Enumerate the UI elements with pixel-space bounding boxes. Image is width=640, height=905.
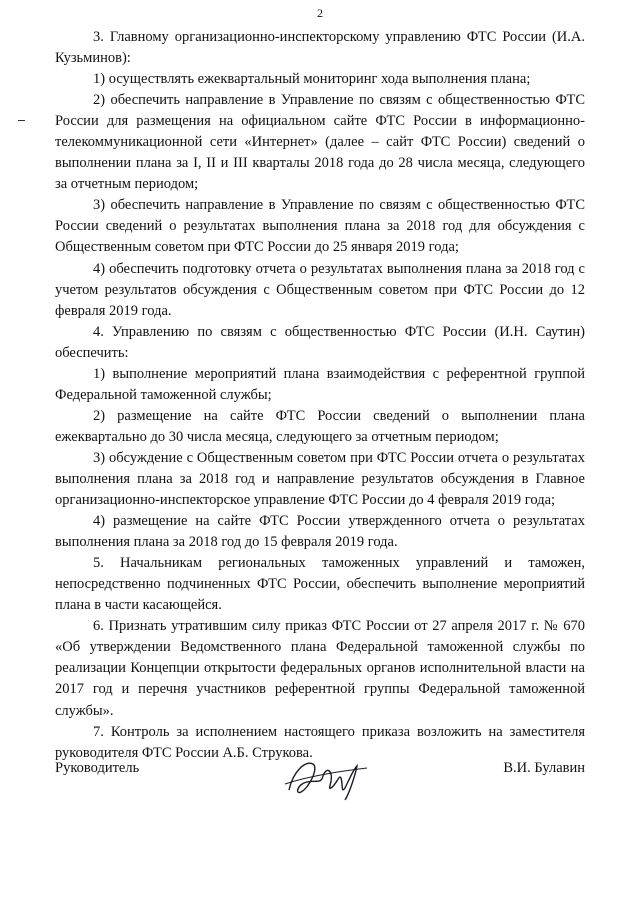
paragraph-3-3: 3) обеспечить направление в Управление по связям с общественностью ФТС России сведений о результатах выполнения плана за 2018 год для обсуждения с Общественным советом при ФТС России до 25 января 2019 года; xyxy=(55,197,585,256)
signature-block xyxy=(55,760,585,820)
paragraph-6: 6. Признать утратившим силу приказ ФТС России от 27 апреля 2017 г. № 670 «Об утверждении Ведомственного плана Федеральной таможенной службы по реализации Концепции открытости федеральных органов исполнительной власти на 2017 год и перечня участников референтной группы Федеральной таможенной службы». xyxy=(55,618,585,719)
paragraph-3-4: 4) обеспечить подготовку отчета о результатах выполнения плана за 2018 год с учетом результатов обсуждения с Общественным советом при ФТС России до 12 февраля 2019 года. xyxy=(55,260,585,319)
document-body xyxy=(55,27,585,764)
paragraph-5: 5. Начальникам региональных таможенных управлений и таможен, непосредственно подчиненных ФТС России, обеспечить выполнение мероприятий плана в части касающейся. xyxy=(55,555,585,614)
paragraph-4-1: 1) выполнение мероприятий плана взаимодействия с референтной группой Федеральной таможенной службы; xyxy=(55,365,585,403)
paragraph-4-2: 2) размещение на сайте ФТС России сведений о выполнении плана ежеквартально до 30 числа месяца, следующего за отчетным периодом; xyxy=(55,407,585,445)
page-number: 2 xyxy=(317,6,323,20)
margin-mark xyxy=(18,120,25,121)
paragraph-4-3: 3) обсуждение с Общественным советом при ФТС России отчета о результатах выполнения плана за 2018 год и направление результатов обсуждения в Главное организационно-инспекторское управление ФТС России до 4 февраля 2019 года; xyxy=(55,449,585,509)
paragraph-3: 3. Главному организационно-инспекторскому управлению ФТС России (И.А. Кузьминов): xyxy=(55,29,585,67)
signatory-title: Руководитель xyxy=(55,760,140,776)
handwritten-signature xyxy=(283,754,373,804)
paragraph-4: 4. Управлению по связям с общественностью ФТС России (И.Н. Саутин) обеспечить: xyxy=(55,323,585,361)
paragraph-4-4: 4) размещение на сайте ФТС России утвержденного отчета о результатах выполнения плана за 2018 год до 15 февраля 2019 года. xyxy=(55,513,585,551)
paragraph-3-1: 1) осуществлять ежеквартальный мониторинг хода выполнения плана; xyxy=(93,71,531,88)
paragraph-7: 7. Контроль за исполнением настоящего приказа возложить на заместителя руководителя ФТС России А.Б. Струкова. xyxy=(55,723,585,761)
paragraph-3-2: 2) обеспечить направление в Управление по связям с общественностью ФТС России для размещения на официальном сайте ФТС России в информационно-телекоммуникационной сети «Интернет» (далее – сайт ФТС России) сведений о выполнении плана за I, II и III кварталы 2018 года до 28 числа месяца, следующего за отчетным периодом; xyxy=(55,92,585,193)
signatory-name: В.И. Булавин xyxy=(503,760,585,776)
